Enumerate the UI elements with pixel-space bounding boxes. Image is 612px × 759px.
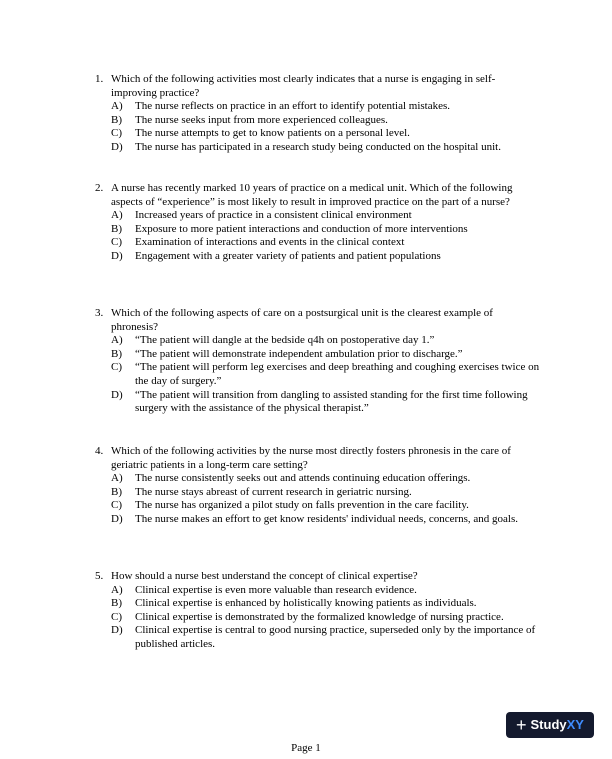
option-text: The nurse reflects on practice in an effort to identify potential mistakes. bbox=[135, 100, 451, 113]
option-b bbox=[111, 114, 540, 128]
option-b bbox=[111, 223, 540, 237]
option-text: Clinical expertise is enhanced by holistically knowing patients as individuals. bbox=[135, 597, 477, 610]
option-letter: B) bbox=[111, 485, 122, 498]
option-letter: A) bbox=[111, 100, 123, 113]
option-letter: B) bbox=[111, 113, 122, 126]
option-letter: A) bbox=[111, 334, 123, 347]
question-1 bbox=[95, 73, 540, 155]
option-c bbox=[111, 127, 540, 141]
option-letter: B) bbox=[111, 222, 122, 235]
option-text: The nurse attempts to get to know patients on a personal level. bbox=[135, 127, 410, 140]
option-a bbox=[111, 472, 540, 486]
option-c bbox=[111, 499, 540, 513]
option-text: The nurse has organized a pilot study on falls prevention in the care facility. bbox=[135, 499, 469, 512]
question-text: A nurse has recently marked 10 years of practice on a medical unit. Which of the following aspects of “experience” is most likely to result in improved practice on the part of a nurse? bbox=[111, 182, 513, 208]
option-letter: C) bbox=[111, 361, 122, 374]
option-letter: D) bbox=[111, 512, 123, 525]
option-a bbox=[111, 334, 540, 348]
option-letter: B) bbox=[111, 597, 122, 610]
option-d bbox=[111, 141, 540, 155]
question-number: 4. bbox=[95, 445, 104, 457]
option-text: Clinical expertise is even more valuable than research evidence. bbox=[135, 583, 417, 596]
option-letter: A) bbox=[111, 583, 123, 596]
option-d bbox=[111, 624, 540, 651]
option-text: The nurse seeks input from more experienced colleagues. bbox=[135, 113, 388, 126]
option-text: “The patient will dangle at the bedside q4h on postoperative day 1.” bbox=[135, 334, 435, 347]
brand-name-main: Study bbox=[530, 717, 567, 733]
option-d bbox=[111, 389, 540, 416]
option-letter: A) bbox=[111, 472, 123, 485]
question-4 bbox=[95, 445, 540, 527]
page-number: Page 1 bbox=[291, 742, 321, 754]
option-c bbox=[111, 361, 540, 388]
option-b bbox=[111, 597, 540, 611]
option-text: The nurse makes an effort to get know residents' individual needs, concerns, and goals. bbox=[135, 512, 519, 525]
option-letter: B) bbox=[111, 347, 122, 360]
question-5 bbox=[95, 570, 540, 652]
option-text: Clinical expertise is central to good nursing practice, superseded only by the importance of published articles. bbox=[135, 624, 536, 650]
option-letter: A) bbox=[111, 209, 123, 222]
option-letter: D) bbox=[111, 624, 123, 637]
option-text: The nurse consistently seeks out and attends continuing education offerings. bbox=[135, 472, 471, 485]
option-c bbox=[111, 611, 540, 625]
option-c bbox=[111, 236, 540, 250]
option-letter: C) bbox=[111, 499, 122, 512]
question-number: 3. bbox=[95, 307, 104, 319]
option-d bbox=[111, 513, 540, 527]
option-text: Exposure to more patient interactions and conduction of more interventions bbox=[135, 222, 468, 235]
question-text: How should a nurse best understand the concept of clinical expertise? bbox=[111, 570, 418, 582]
option-text: Clinical expertise is demonstrated by the formalized knowledge of nursing practice. bbox=[135, 610, 504, 623]
option-text: The nurse stays abreast of current research in geriatric nursing. bbox=[135, 485, 412, 498]
option-a bbox=[111, 209, 540, 223]
option-a bbox=[111, 100, 540, 114]
option-text: “The patient will perform leg exercises and deep breathing and coughing exercises twice on the day of surgery.” bbox=[135, 361, 540, 387]
option-text: The nurse has participated in a research study being conducted on the hospital unit. bbox=[135, 140, 501, 153]
question-number: 2. bbox=[95, 182, 104, 194]
option-text: Increased years of practice in a consistent clinical environment bbox=[135, 209, 412, 222]
option-letter: D) bbox=[111, 388, 123, 401]
option-text: “The patient will demonstrate independent ambulation prior to discharge.” bbox=[135, 347, 463, 360]
option-d bbox=[111, 250, 540, 264]
question-text: Which of the following aspects of care on a postsurgical unit is the clearest example of phronesis? bbox=[111, 307, 493, 333]
option-b bbox=[111, 348, 540, 362]
question-2 bbox=[95, 182, 540, 264]
question-3 bbox=[95, 307, 540, 416]
option-a bbox=[111, 584, 540, 598]
option-letter: C) bbox=[111, 127, 122, 140]
option-letter: C) bbox=[111, 236, 122, 249]
question-number: 1. bbox=[95, 73, 104, 85]
option-b bbox=[111, 486, 540, 500]
option-text: “The patient will transition from dangling to assisted standing for the first time following surgery with the assistance of the physical therapist.” bbox=[135, 388, 528, 415]
question-text: Which of the following activities by the nurse most directly fosters phronesis in the care of geriatric patients in a long-term care setting? bbox=[111, 445, 511, 471]
option-letter: D) bbox=[111, 140, 123, 153]
option-letter: D) bbox=[111, 249, 123, 262]
option-text: Examination of interactions and events in the clinical context bbox=[135, 236, 405, 249]
question-text: Which of the following activities most clearly indicates that a nurse is engaging in self-improving practice? bbox=[111, 73, 496, 99]
brand-name-accent: XY bbox=[566, 717, 584, 733]
option-letter: C) bbox=[111, 610, 122, 623]
question-number: 5. bbox=[95, 570, 104, 582]
option-text: Engagement with a greater variety of patients and patient populations bbox=[135, 249, 441, 262]
studyxy-logo[interactable] bbox=[506, 712, 594, 738]
plus-icon: + bbox=[516, 715, 527, 735]
